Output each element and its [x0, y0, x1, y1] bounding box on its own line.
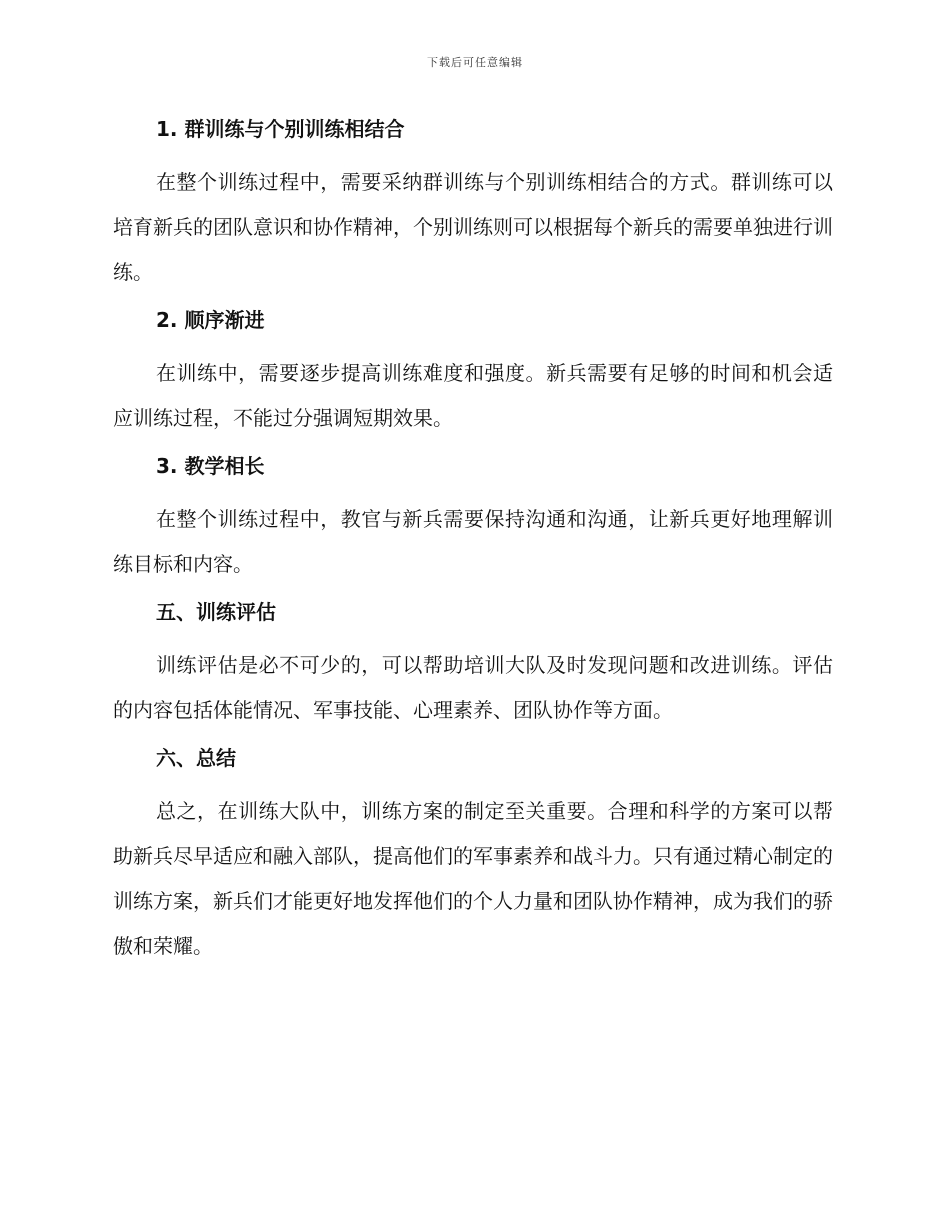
- section-paragraph: 在整个训练过程中，需要采纳群训练与个别训练相结合的方式。群训练可以培育新兵的团队意识和协作精神，个别训练则可以根据每个新兵的需要单独进行训练。: [113, 170, 833, 284]
- section-heading: 2. 顺序渐进: [156, 308, 265, 332]
- section-summary: [113, 739, 833, 969]
- section-group-individual-training: [113, 110, 833, 301]
- section-heading: 五、训练评估: [156, 600, 276, 624]
- page-header: 下载后可任意编辑: [427, 56, 523, 69]
- section-teaching-learning: [113, 447, 833, 593]
- section-training-evaluation: [113, 593, 833, 739]
- section-paragraph: 在整个训练过程中，教官与新兵需要保持沟通和沟通，让新兵更好地理解训练目标和内容。: [113, 507, 833, 576]
- section-paragraph: 训练评估是必不可少的，可以帮助培训大队及时发现问题和改进训练。评估的内容包括体能情况、军事技能、心理素养、团队协作等方面。: [113, 653, 833, 722]
- section-heading: 六、总结: [156, 746, 236, 770]
- section-heading: 3. 教学相长: [156, 454, 265, 478]
- section-paragraph: 总之，在训练大队中，训练方案的制定至关重要。合理和科学的方案可以帮助新兵尽早适应和融入部队，提高他们的军事素养和战斗力。只有通过精心制定的训练方案，新兵们才能更好地发挥他们的个人力量和团队协作精神，成为我们的骄傲和荣耀。: [113, 799, 833, 958]
- document-body: [113, 110, 833, 969]
- section-gradual-progress: [113, 301, 833, 447]
- section-paragraph: 在训练中，需要逐步提高训练难度和强度。新兵需要有足够的时间和机会适应训练过程，不能过分强调短期效果。: [113, 361, 833, 430]
- section-heading: 1. 群训练与个别训练相结合: [156, 117, 405, 141]
